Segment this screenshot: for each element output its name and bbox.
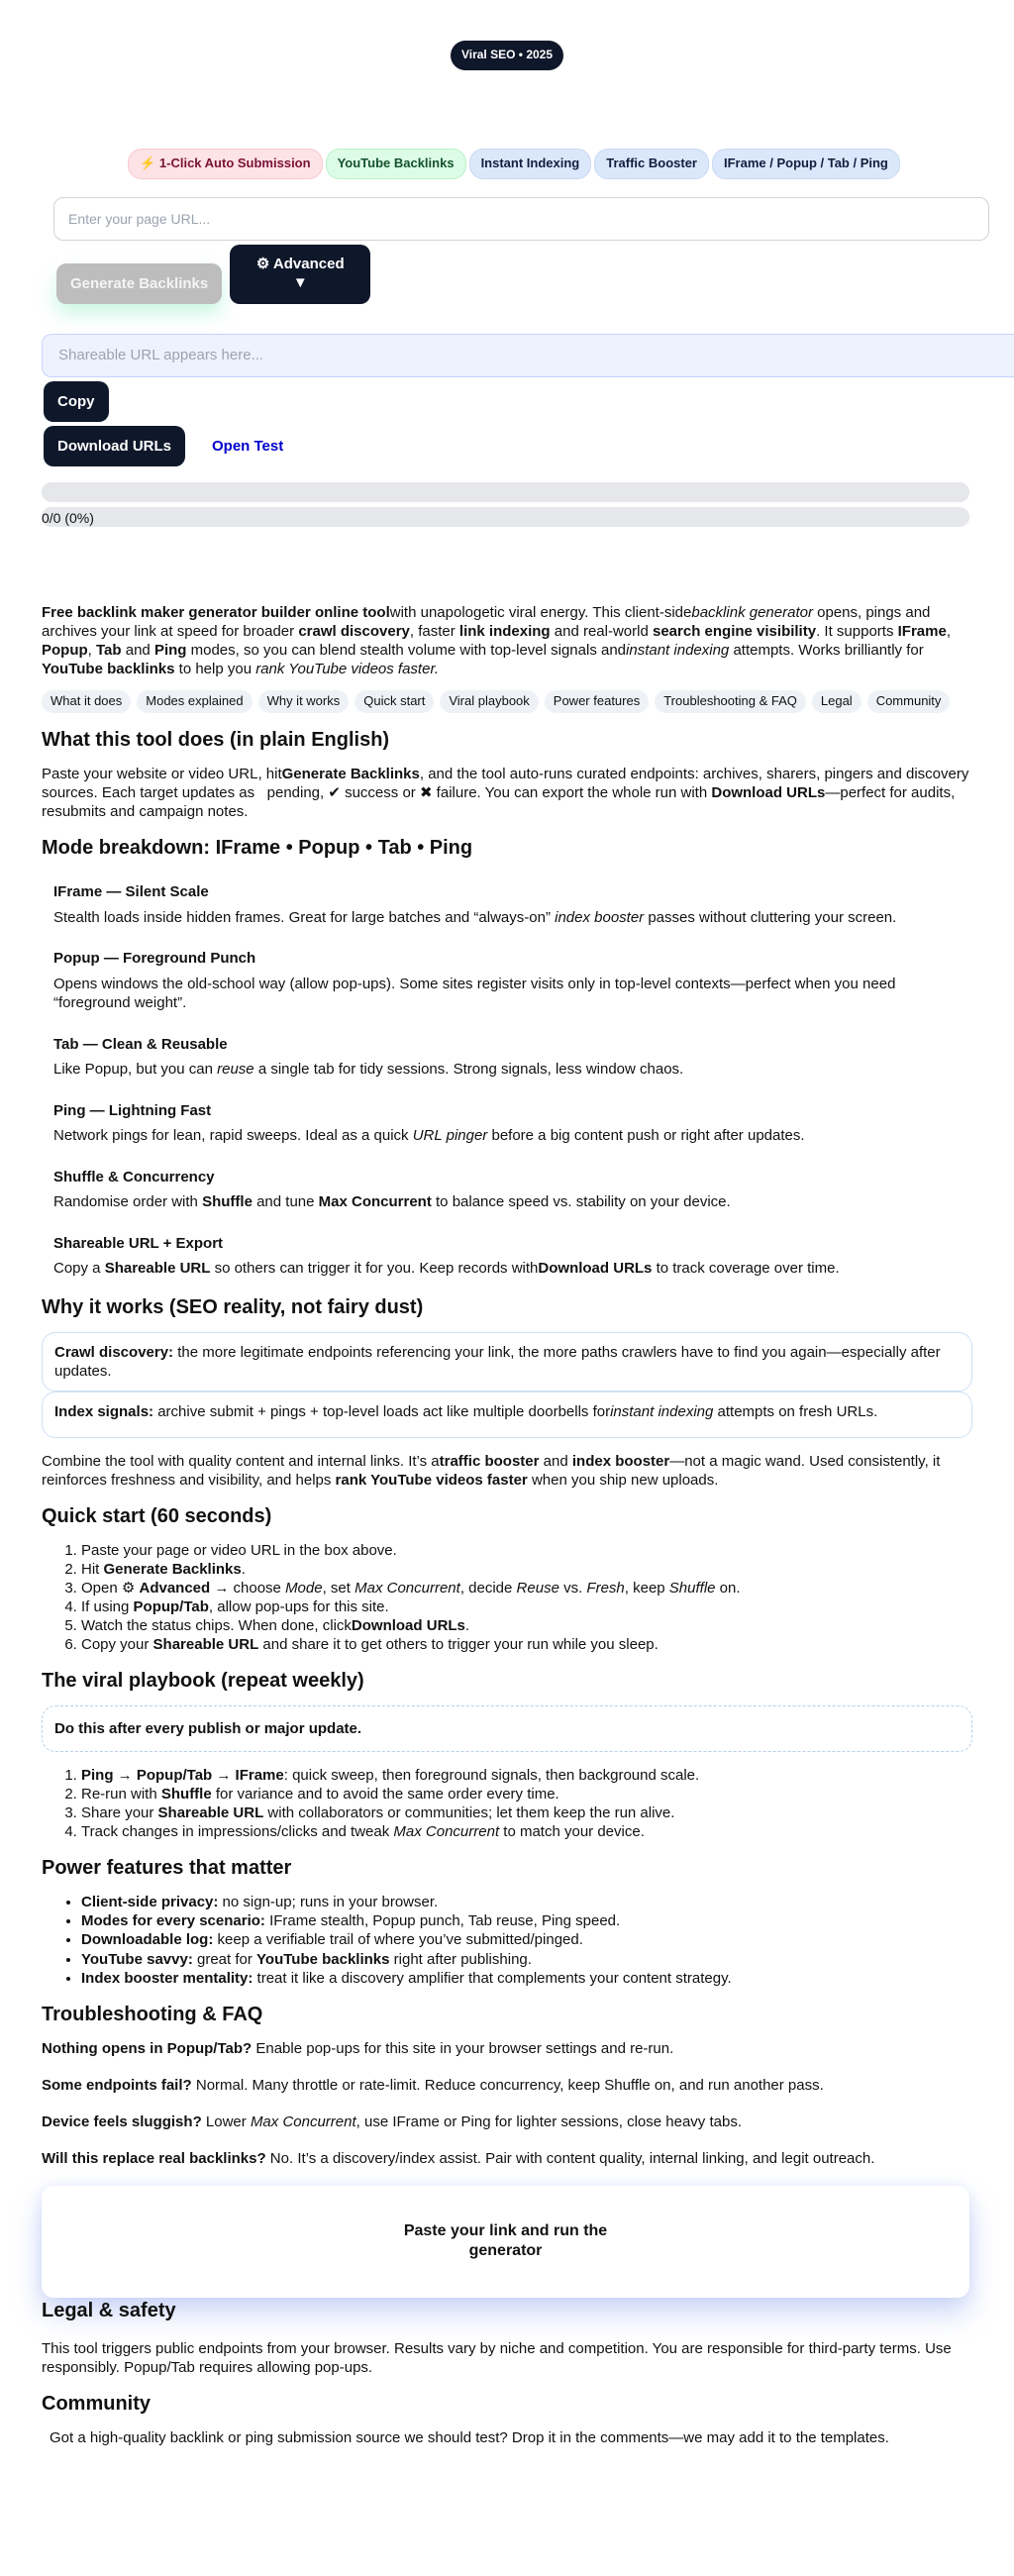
- list-item: 1. Ping → Popup/Tab → IFrame: quick sweep, then foreground signals, then background scale.: [81, 1766, 972, 1785]
- progress-status-bar: [42, 507, 969, 527]
- toc-viral-playbook[interactable]: Viral playbook: [440, 690, 538, 713]
- faq-item: Device feels sluggish? Lower Max Concurrent, use IFrame or Ping for lighter sessions, close heavy tabs.: [42, 2112, 742, 2130]
- chip-instant-indexing: Instant Indexing: [469, 149, 592, 179]
- playbook-steps: [42, 1766, 972, 1841]
- list-item: • YouTube savvy: great for YouTube backlinks right after publishing.: [81, 1950, 972, 1969]
- mode-title: Shuffle & Concurrency: [53, 1168, 215, 1185]
- list-item: • Downloadable log: keep a verifiable trail of where you’ve submitted/pinged.: [81, 1930, 972, 1949]
- list-item: 3. Open ⚙ Advanced → choose Mode, set Max Concurrent, decide Reuse vs. Fresh, keep Shuffle on.: [81, 1579, 972, 1597]
- mode-title: Shareable URL + Export: [53, 1234, 224, 1252]
- mode-desc: Network pings for lean, rapid sweeps. Ideal as a quick URL pinger before a big content push or right after updates.: [53, 1127, 805, 1145]
- legal-heading: Legal & safety: [42, 2299, 176, 2321]
- action-buttons: [56, 245, 1014, 304]
- community-text: Got a high-quality backlink or ping submission source we should test? Drop it in the comments—we may add it to the templates.: [50, 2428, 889, 2446]
- community-heading: Community: [42, 2392, 151, 2415]
- mode-shuffle: [42, 1168, 972, 1212]
- features-heading: Power features that matter: [42, 1857, 292, 1880]
- toc-community[interactable]: Community: [867, 690, 951, 713]
- mode-tab: [42, 1035, 972, 1080]
- progress-text: 0/0 (0%): [42, 509, 94, 526]
- list-item: 5. Watch the status chips. When done, clickDownload URLs.: [81, 1616, 972, 1635]
- mode-desc: Opens windows the old-school way (allow pop-ups). Some sites register visits only in top-level contexts—perfect when you need “foreground weight”.: [53, 975, 896, 1012]
- open-test-link[interactable]: Open Test: [212, 437, 284, 455]
- toc-quick-start[interactable]: Quick start: [355, 690, 434, 713]
- faq-item: Will this replace real backlinks? No. It’s a discovery/index assist. Pair with content quality, internal linking, and legit outreach.: [42, 2149, 875, 2167]
- modes-heading: Mode breakdown: IFrame • Popup • Tab • Ping: [42, 837, 473, 860]
- advanced-label: ⚙ Advanced: [255, 256, 345, 273]
- progress-bar: [42, 482, 969, 502]
- what-heading: What this tool does (in plain English): [42, 728, 390, 751]
- mode-desc: Randomise order with Shuffle and tune Max Concurrent to balance speed vs. stability on your device.: [53, 1193, 731, 1211]
- chip-youtube-backlinks: YouTube Backlinks: [326, 149, 466, 179]
- toc-why-it-works[interactable]: Why it works: [258, 690, 350, 713]
- cta-card[interactable]: [42, 2186, 969, 2298]
- article: [0, 603, 1014, 2447]
- mode-popup: [42, 949, 972, 1013]
- callout-crawl-discovery: Crawl discovery: the more legitimate endpoints referencing your link, the more paths crawlers have to find you again—especially after updates.: [42, 1332, 972, 1391]
- advanced-toggle-button[interactable]: [230, 245, 370, 304]
- chevron-down-icon: ▼: [292, 273, 308, 291]
- why-paragraph: Combine the tool with quality content and internal links. It’s atraffic booster and index booster—not a magic wand. Used consistently, it reinforces freshness and visibility, and helps rank YouTube videos faster when you ship new uploads.: [42, 1452, 941, 1489]
- mode-desc: Copy a Shareable URL so others can trigger it for you. Keep records withDownload URLs to track coverage over time.: [53, 1260, 840, 1278]
- mode-shareable: [42, 1234, 972, 1279]
- shareable-url-field[interactable]: [42, 334, 1014, 377]
- toc-modes-explained[interactable]: Modes explained: [137, 690, 252, 713]
- what-paragraph: Paste your website or video URL, hitGenerate Backlinks, and the tool auto-runs curated endpoints: archives, sharers, pingers and discovery sources. Each target updates as pending, ✔ success or ✖ failure. You can export the whole run with Download URLs—perfect for audits, resubmits and campaign notes.: [42, 765, 969, 821]
- faq-item: Nothing opens in Popup/Tab? Enable pop-ups for this site in your browser settings and re-run.: [42, 2039, 674, 2057]
- faq-item: Some endpoints fail? Normal. Many throttle or rate-limit. Reduce concurrency, keep Shuffle on, and run another pass.: [42, 2076, 824, 2094]
- toc-legal[interactable]: Legal: [812, 690, 862, 713]
- year-badge: Viral SEO • 2025: [451, 41, 563, 70]
- table-of-contents: [42, 690, 972, 713]
- features-list: [42, 1893, 972, 1987]
- mode-title: Ping — Lightning Fast: [53, 1101, 212, 1119]
- copy-button[interactable]: Copy: [44, 381, 109, 422]
- mode-desc: Stealth loads inside hidden frames. Great for large batches and “always-on” index booster passes without cluttering your screen.: [53, 908, 897, 926]
- playbook-callout: Do this after every publish or major update.: [42, 1705, 972, 1752]
- toc-power-features[interactable]: Power features: [545, 690, 649, 713]
- chip-auto-submission: ⚡ 1-Click Auto Submission: [128, 149, 322, 179]
- header: [0, 0, 1014, 149]
- faq-list: [42, 2039, 972, 2168]
- mode-title: Tab — Clean & Reusable: [53, 1035, 228, 1053]
- intro-paragraph: Free backlink maker generator builder online toolwith unapologetic viral energy. This client-sidebacklink generator opens, pings and archives your link at speed for broader crawl discovery, faster link indexing and real-world search engine visibility. It supports IFrame, Popup, Tab and Ping modes, so you can blend stealth volume with top-level signals andinstant indexing attempts. Works brilliantly for YouTube backlinks to help you rank YouTube videos faster.: [42, 603, 951, 678]
- quickstart-steps: [42, 1541, 972, 1654]
- why-heading: Why it works (SEO reality, not fairy dust): [42, 1295, 424, 1318]
- feature-chips: [0, 149, 1014, 179]
- mode-iframe: [42, 882, 972, 927]
- faq-heading: Troubleshooting & FAQ: [42, 2003, 263, 2025]
- mode-title: Popup — Foreground Punch: [53, 950, 256, 968]
- list-item: 1. Paste your page or video URL in the box above.: [81, 1541, 972, 1560]
- list-item: 2. Re-run with Shuffle for variance and to avoid the same order every time.: [81, 1785, 972, 1803]
- legal-text: This tool triggers public endpoints from your browser. Results vary by niche and competition. You are responsible for third-party terms. Use responsibly. Popup/Tab requires allowing pop-ups.: [42, 2339, 952, 2376]
- list-item: 2. Hit Generate Backlinks.: [81, 1560, 972, 1579]
- list-item: 3. Share your Shareable URL with collaborators or communities; let them keep the run alive.: [81, 1803, 972, 1822]
- mode-ping: [42, 1101, 972, 1146]
- list-item: • Index booster mentality: treat it like a discovery amplifier that complements your content strategy.: [81, 1969, 972, 1988]
- toc-what-it-does[interactable]: What it does: [42, 690, 131, 713]
- page-url-input[interactable]: [53, 197, 989, 241]
- chip-modes: IFrame / Popup / Tab / Ping: [712, 149, 900, 179]
- mode-desc: Like Popup, but you can reuse a single tab for tidy sessions. Strong signals, less window chaos.: [53, 1061, 684, 1079]
- callout-index-signals: Index signals: archive submit + pings + top-level loads act like multiple doorbells forinstant indexing attempts on fresh URLs.: [42, 1391, 972, 1438]
- generate-backlinks-button[interactable]: Generate Backlinks: [56, 263, 222, 304]
- list-item: 4. If using Popup/Tab, allow pop-ups for this site.: [81, 1597, 972, 1616]
- cta-text: Paste your link and run the generator: [403, 2222, 608, 2260]
- playbook-heading: The viral playbook (repeat weekly): [42, 1670, 364, 1693]
- list-item: • Modes for every scenario: IFrame stealth, Popup punch, Tab reuse, Ping speed.: [81, 1911, 972, 1930]
- chip-traffic-booster: Traffic Booster: [594, 149, 709, 179]
- list-item: 4. Track changes in impressions/clicks and tweak Max Concurrent to match your device.: [81, 1822, 972, 1841]
- download-urls-button[interactable]: Download URLs: [44, 426, 185, 466]
- toc-troubleshooting[interactable]: Troubleshooting & FAQ: [655, 690, 806, 713]
- list-item: 6. Copy your Shareable URL and share it to get others to trigger your run while you sleep.: [81, 1635, 972, 1654]
- list-item: • Client-side privacy: no sign-up; runs in your browser.: [81, 1893, 972, 1911]
- mode-title: IFrame — Silent Scale: [53, 883, 209, 901]
- quickstart-heading: Quick start (60 seconds): [42, 1504, 272, 1527]
